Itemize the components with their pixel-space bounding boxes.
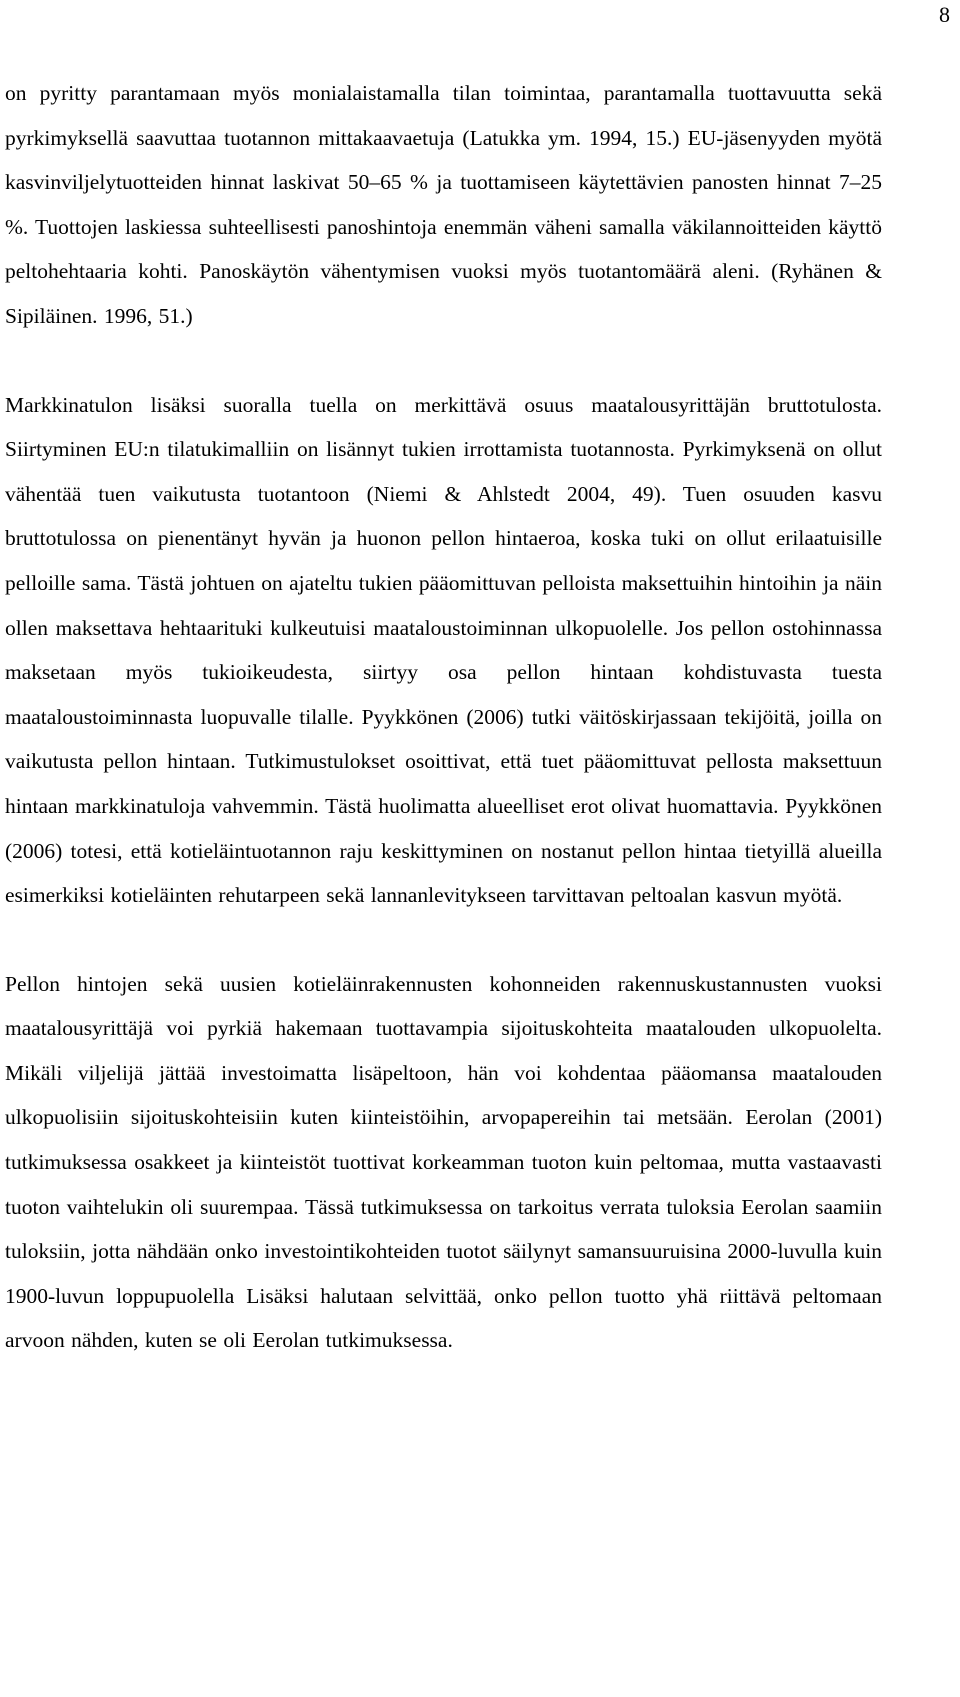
paragraph-3: Pellon hintojen sekä uusien kotieläinrakennusten kohonneiden rakennuskustannusten vuoksi maatalousyrittäjä voi pyrkiä hakemaan tuottavampia sijoituskohteita maatalouden ulkopuolelta. Mikäli viljelijä jättää investoimatta lisäpeltoon, hän voi kohdentaa pääomansa maatalouden ulkopuolisiin sijoituskohteisiin kuten kiinteistöihin, arvopapereihin tai metsään. Eerolan (2001) tutkimuksessa osakkeet ja kiinteistöt tuottivat korkeamman tuoton kuin peltomaa, mutta vastaavasti tuoton vaihtelukin oli suurempaa. Tässä tutkimuksessa on tarkoitus verrata tuloksia Eerolan saamiin tuloksiin, jotta nähdään onko investointikohteiden tuotot säilynyt samansuuruisina 2000-luvulla kuin 1900-luvun loppupuolella Lisäksi halutaan selvittää, onko pellon tuotto yhä riittävä peltomaan arvoon nähden, kuten se oli Eerolan tutkimuksessa. <box>5 971 882 1353</box>
page-number: 8 <box>939 2 950 27</box>
paragraph-1: on pyritty parantamaan myös monialaistamalla tilan toimintaa, parantamalla tuottavuutta sekä pyrkimyksellä saavuttaa tuotannon mittakaavaetuja (Latukka ym. 1994, 15.) EU-jäsenyyden myötä kasvinviljelytuotteiden hinnat laskivat 50‒65 % ja tuottamiseen käytettävien panosten hinnat 7‒25 %. Tuottojen laskiessa suhteellisesti panoshintoja enemmän väheni samalla väkilannoitteiden käyttö peltohehtaaria kohti. Panoskäytön vähentymisen vuoksi myös tuotantomäärä aleni. (Ryhänen & Sipiläinen. 1996, 51.) <box>5 81 882 328</box>
document-body <box>5 71 882 1363</box>
paragraph-2: Markkinatulon lisäksi suoralla tuella on merkittävä osuus maatalousyrittäjän bruttotulosta. Siirtyminen EU:n tilatukimalliin on lisännyt tukien irrottamista tuotannosta. Pyrkimyksenä on ollut vähentää tuen vaikutusta tuotantoon (Niemi & Ahlstedt 2004, 49). Tuen osuuden kasvu bruttotulossa on pienentänyt hyvän ja huonon pellon hintaeroa, koska tuki on ollut erilaatuisille pelloille sama. Tästä johtuen on ajateltu tukien pääomittuvan pelloista maksettuihin hintoihin ja näin ollen maksettava hehtaarituki kulkeutuisi maataloustoiminnan ulkopuolelle. Jos pellon ostohinnassa maksetaan myös tukioikeudesta, siirtyy osa pellon hintaan kohdistuvasta tuesta maataloustoiminnasta luopuvalle tilalle. Pyykkönen (2006) tutki väitöskirjassaan tekijöitä, joilla on vaikutusta pellon hintaan. Tutkimustulokset osoittivat, että tuet pääomittuvat pellosta maksettuun hintaan markkinatuloja vahvemmin. Tästä huolimatta alueelliset erot olivat huomattavia. Pyykkönen (2006) totesi, että kotieläintuotannon raju keskittyminen on nostanut pellon hintaa tietyillä alueilla esimerkiksi kotieläinten rehutarpeen sekä lannanlevitykseen tarvittavan peltoalan kasvun myötä. <box>5 392 882 908</box>
